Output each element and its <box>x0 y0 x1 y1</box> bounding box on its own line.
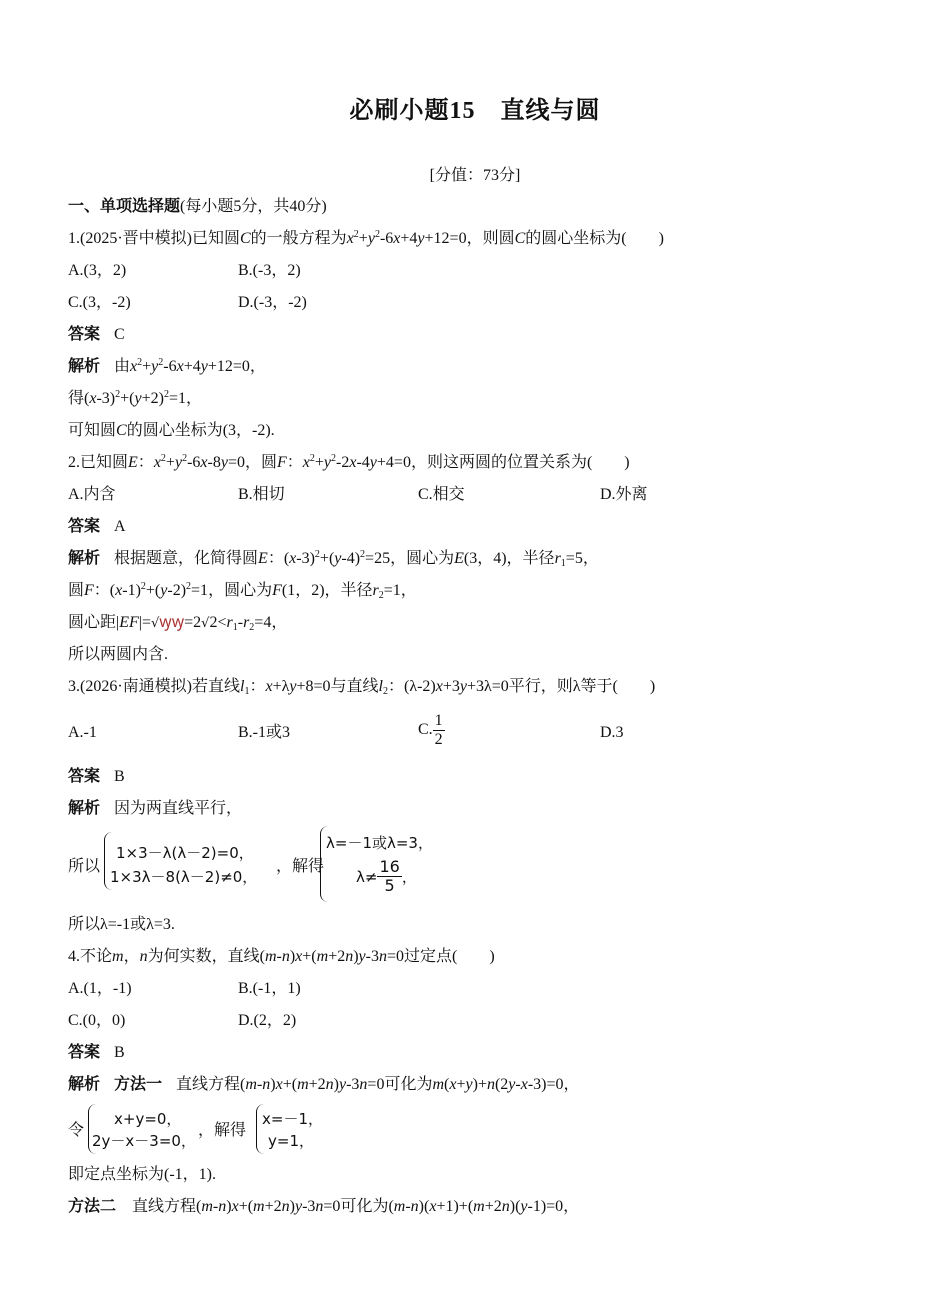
q3-result-line-2: λ≠ $\frac{16}{5}$ ， <box>356 857 417 895</box>
q3-analysis-3: 所以λ=-1或λ=3. <box>68 916 175 933</box>
document-page: 必刷小题15 直线与圆 [分值：73分] 一、单项选择题(每小题5分，共40分) 1.(2025·晋中模拟)已知圆C的一般方程为$x^2+y^2-6x+4y+12=0$，则圆C的圆心坐标为( ) A.(3，2) B.(-3，2) C.(3，-2) D.(-3，-2) 答案 C 解析 由$x^2+y^2-6x+4y+12=0$， 得$(x-3)^2+(y+2)^2=1$， 可知圆C的圆心坐标为(3，-2). 2.已知圆E：$x^2+y^2-6x-8y=0$，圆F：$x^2+y^2-2x-4y+4=0$，则这两圆的位置关系为( ) A.内含 B.相切 C.相交 D.外离 答案 A 解析 根据题意，化简得圆E：$(x-3)^2+(y-4)^2=25$，圆心为E(3，4)，半径$r_1=5$， 圆F：$(x-1)^2+(y-2)^2=1$，圆心为F(1，2)，半径$r_2=1$， 圆心距$|EF|=√ꝡꝡ=2√2<r_1-r_2=4$， 所以两圆内含. 3.(2026·南通模拟)若直线$l_1$：x+λy+8=0与直线$l_2$：(λ-2)x+3y+3λ=0平行，则λ等于( ) A.-1 B.-1或3 C. $\frac{1}{2}$ D.3 答案 B 解析 因为两直线平行， 所以 1×3－λ(λ－2)=0， 1×3λ－8(λ－2)≠0， ，解得 λ=－1或λ=3， λ≠ $\frac{16}{5}$ ， 所以λ=-1或λ=3. 4.不论m，n为何实数，直线(m-n)x+(m+2n)y-3n=0过定点( ) A.(1，-1) B.(-1，1) C.(0，0) D.(2，2) 答案 B 解析 方法一 直线方程(m-n)x+(m+2n)y-3n=0可化为m(x+y)+n(2y-x-3)=0， 令 x+y=0， 2y－x－3=0， ，解得 x=－1， y=1， 即定点坐标为(-1，1). 方法二 直线方程(m-n)x+(m+2n)y-3n=0可化为(m-n)(x+1)+(m+2n)(y-1)=0， <box>0 0 950 1290</box>
q4-system-line-2: 2y－x－3=0， <box>92 1132 196 1150</box>
page-title: 必刷小题15 直线与圆 <box>349 98 601 124</box>
q1-analysis-2: 得$(x-3)^2+(y+2)^2=1$， <box>68 389 202 407</box>
q1-option-d: D.(-3，-2) <box>238 294 307 311</box>
section-heading: 一、单项选择题(每小题5分，共40分) <box>68 198 327 215</box>
q4-method-2: 方法二 直线方程(m-n)x+(m+2n)y-3n=0可化为(m-n)(x+1)+(m+2n)(y-1)=0， <box>68 1198 580 1215</box>
q1-analysis-1: 解析 由$x^2+y^2-6x+4y+12=0$， <box>68 357 266 375</box>
q2-analysis-4: 所以两圆内含. <box>68 646 169 663</box>
q2-option-c: C.相交 <box>418 486 465 503</box>
question-1-stem: 1.(2025·晋中模拟)已知圆C的一般方程为$x^2+y^2-6x+4y+12=0$，则圆C的圆心坐标为( ) <box>68 229 664 247</box>
q3-answer: 答案 B <box>68 768 125 785</box>
question-2-stem: 2.已知圆E：$x^2+y^2-6x-8y=0$，圆F：$x^2+y^2-2x-4y+4=0$，则这两圆的位置关系为( ) <box>68 453 630 471</box>
q2-answer: 答案 A <box>68 518 126 535</box>
q2-analysis-1: 解析 根据题意，化简得圆E：$(x-3)^2+(y-4)^2=25$，圆心为E(3，4)，半径$r_1=5$， <box>68 549 599 569</box>
q1-option-c: C.(3，-2) <box>68 294 131 311</box>
question-4-stem: 4.不论m，n为何实数，直线(m-n)x+(m+2n)y-3n=0过定点( ) <box>68 948 495 965</box>
q2-analysis-3: 圆心距$|EF|=√ꝡꝡ=2√2<r_1-r_2=4$， <box>68 614 288 633</box>
q1-analysis-3: 可知圆C的圆心坐标为(3，-2). <box>68 422 275 439</box>
q4-result-line-2: y=1， <box>268 1132 314 1150</box>
q2-analysis-2: 圆F：$(x-1)^2+(y-2)^2=1$，圆心为F(1，2)，半径$r_2=1$， <box>68 581 417 601</box>
q3-option-d: D.3 <box>600 724 624 741</box>
q3-system-line-2: 1×3λ－8(λ－2)≠0， <box>110 868 258 886</box>
score-line: [分值：73分] <box>429 167 521 184</box>
q1-option-a: A.(3，2) <box>68 262 127 279</box>
q4-result-line-1: x=－1， <box>262 1110 323 1128</box>
q2-option-a: A.内含 <box>68 486 116 503</box>
q1-option-b: B.(-3，2) <box>238 262 301 279</box>
q3-result-line-1: λ=－1或λ=3， <box>326 834 433 852</box>
q3-option-c: C. $\frac{1}{2}$ <box>418 712 443 748</box>
q4-answer: 答案 B <box>68 1044 125 1061</box>
q3-option-b: B.-1或3 <box>238 724 291 741</box>
q4-option-a: A.(1，-1) <box>68 980 132 997</box>
q3-system-line-1: 1×3－λ(λ－2)=0， <box>116 844 254 862</box>
q2-option-d: D.外离 <box>600 486 648 503</box>
q3-analysis-1: 解析 因为两直线平行， <box>68 800 243 817</box>
q1-answer: 答案 C <box>68 326 125 343</box>
q4-option-c: C.(0，0) <box>68 1012 126 1029</box>
q4-option-b: B.(-1，1) <box>238 980 301 997</box>
q4-method-1: 解析 方法一 直线方程(m-n)x+(m+2n)y-3n=0可化为m(x+y)+n(2y-x-3)=0， <box>68 1076 580 1093</box>
question-3-stem: 3.(2026·南通模拟)若直线$l_1$：x+λy+8=0与直线$l_2$：(λ-2)x+3y+3λ=0平行，则λ等于( ) <box>68 678 656 697</box>
q4-analysis-3: 即定点坐标为(-1，1). <box>68 1166 216 1183</box>
q3-option-a: A.-1 <box>68 724 97 741</box>
q2-option-b: B.相切 <box>238 486 285 503</box>
q4-system-line-1: x+y=0， <box>114 1110 182 1128</box>
q4-option-d: D.(2，2) <box>238 1012 297 1029</box>
